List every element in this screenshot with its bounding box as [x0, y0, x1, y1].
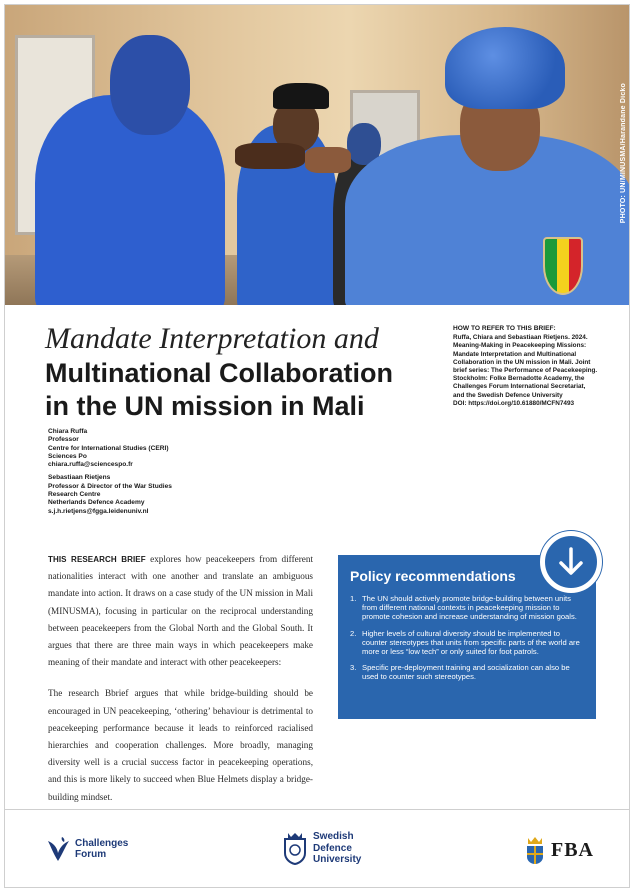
lead-in: THIS RESEARCH BRIEF: [48, 555, 146, 564]
arrow-down-icon: [540, 531, 602, 593]
citation-line: brief series: The Performance of Peacekeeping.: [453, 367, 598, 375]
citation-line: Stockholm: Folke Bernadotte Academy, the: [453, 375, 585, 383]
citation-line: Challenges Forum International Secretariat,: [453, 383, 586, 391]
citation-line: Mandate Interpretation and Multinational: [453, 350, 577, 358]
citation-line: Meaning-Making in Peacekeeping Missions:: [453, 342, 587, 350]
policy-item: 1. The UN should actively promote bridge-building between units from different national contexts in peacekeeping mission to promote cohesion and increase understanding of mission goals.: [350, 594, 577, 622]
author-name: Chiara Ruffa: [48, 428, 88, 435]
title-line-1: Mandate Interpretation and: [45, 322, 379, 355]
policy-item: 3. Specific pre-deployment training and socialization can also be used to counter such stereotypes.: [350, 663, 570, 682]
policy-item: 2. Higher levels of cultural diversity should be implemented to counter stereotypes that units from specific parts of the world are more or less “low tech” or only suited for foot patrols.: [350, 628, 580, 657]
brief-title: [45, 321, 425, 423]
author-title: Professor & Director of the War Studies: [48, 482, 172, 490]
body-paragraph-1: THIS RESEARCH BRIEF explores how peacekeepers from different nationalities interact with one another and translate an ambiguous mandate into action. It draws on a case study of the UN mission in Mali (MINUSMA), focusing in particular on the reciprocal understanding between peacekeepers from the Global North and the Global South. It argues that there are three main ways in which peacekeepers make meaning of their mandate and interact with other peacekeepers:: [48, 554, 313, 668]
citation-block: [453, 325, 625, 408]
author-email[interactable]: chiara.ruffa@sciencespo.fr: [48, 461, 133, 469]
author-affiliation: Research Centre: [48, 491, 101, 499]
title-line-3: in the UN mission in Mali: [45, 391, 365, 421]
brief-page: [4, 4, 630, 888]
citation-heading: HOW TO REFER TO THIS BRIEF:: [453, 325, 556, 332]
photo-credit: PHOTO: UN/MINUSMA/Harandane Dicko: [620, 83, 627, 224]
author-institution: Netherlands Defence Academy: [48, 499, 145, 507]
body-paragraph-2: The research Bbrief argues that while bridge-building should be encouraged in UN peacekeeping, ‘othering’ behaviour is detrimental to peacekeeping performance because it leads to reinforced racialised hierarchies and cooperation challenges. More broadly, managing diversity well is a crucial success factor in peacekeeping operations, and this is more likely to succeed when Blue Helmets display a bridge-building mindset.: [48, 688, 313, 802]
author-institution: Sciences Po: [48, 452, 87, 460]
citation-line: Collaboration in the UN mission in Mali. Joint: [453, 358, 591, 366]
swedish-defence-university-logo: Swedish Defence University: [283, 831, 361, 866]
citation-line: and the Swedish Defence University: [453, 391, 563, 399]
author-title: Professor: [48, 436, 79, 444]
author-ruffa: [48, 428, 172, 469]
author-rietjens: [48, 474, 172, 515]
body-text: [48, 551, 313, 820]
citation-doi[interactable]: DOI: https://doi.org/10.61880/MCFN7493: [453, 399, 575, 407]
dove-icon: [45, 835, 71, 863]
crest-icon: [283, 831, 307, 865]
citation-line: Ruffa, Chiara and Sebastiaan Rietjens. 2024.: [453, 334, 588, 342]
policy-list: [350, 594, 586, 689]
challenges-forum-logo: Challenges Forum: [45, 835, 128, 863]
author-email[interactable]: s.j.h.rietjens@fgga.leidenuniv.nl: [48, 507, 149, 515]
guinea-flag-badge: [543, 237, 583, 295]
fba-logo: FBA: [525, 835, 594, 865]
crown-shield-icon: [525, 835, 545, 865]
author-affiliation: Centre for International Studies (CERI): [48, 444, 169, 452]
author-name: Sebastiaan Rietjens: [48, 474, 111, 482]
authors-block: [48, 428, 172, 521]
cover-photo: [5, 5, 630, 305]
title-line-2: Multinational Collaboration: [45, 358, 393, 388]
policy-title: Policy recommendations: [350, 568, 516, 584]
footer-divider: [5, 809, 630, 810]
